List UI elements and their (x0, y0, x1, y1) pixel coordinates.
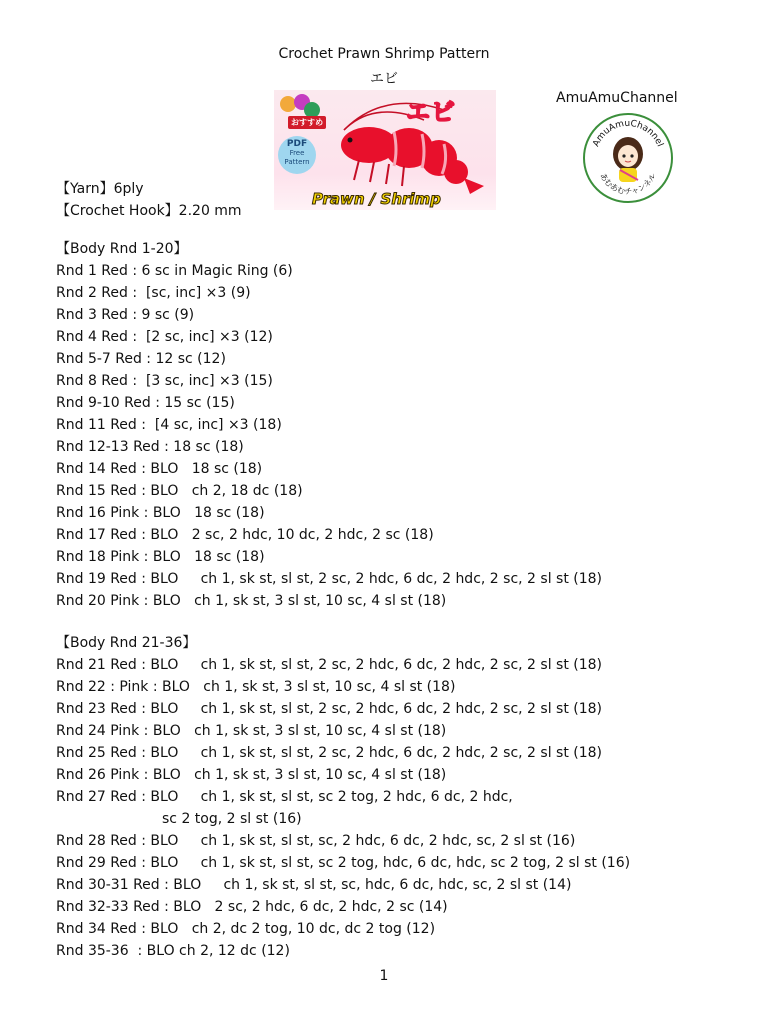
round-row: Rnd 25 Red : BLO ch 1, sk st, sl st, 2 sc, 2 hdc, 6 dc, 2 hdc, 2 sc, 2 sl st (18) (56, 745, 603, 761)
round-list (56, 654, 630, 962)
round-row: Rnd 1 Red : 6 sc in Magic Ring (6) (56, 263, 293, 279)
round-row: Rnd 21 Red : BLO ch 1, sk st, sl st, 2 sc, 2 hdc, 6 dc, 2 hdc, 2 sc, 2 sl st (18) (56, 657, 603, 673)
round-row: Rnd 34 Red : BLO ch 2, dc 2 tog, 10 dc, dc 2 tog (12) (56, 921, 436, 937)
round-row: Rnd 17 Red : BLO 2 sc, 2 hdc, 10 dc, 2 hdc, 2 sc (18) (56, 527, 434, 543)
round-row: Rnd 11 Red : [4 sc, inc] ×3 (18) (56, 417, 282, 433)
round-row-continuation: sc 2 tog, 2 sl st (16) (162, 811, 302, 827)
round-row: Rnd 23 Red : BLO ch 1, sk st, sl st, 2 sc, 2 hdc, 6 dc, 2 hdc, 2 sc, 2 sl st (18) (56, 701, 603, 717)
round-row: Rnd 12-13 Red : 18 sc (18) (56, 439, 244, 455)
section-heading: 【Body Rnd 1-20】 (56, 241, 188, 257)
round-row: Rnd 5-7 Red : 12 sc (12) (56, 351, 226, 367)
round-list (56, 260, 602, 612)
pdf-badge-sub: Free Pattern (284, 149, 310, 166)
round-row: Rnd 14 Red : BLO 18 sc (18) (56, 461, 263, 477)
round-row: Rnd 35-36 : BLO ch 2, 12 dc (12) (56, 943, 290, 959)
round-row: Rnd 22 : Pink : BLO ch 1, sk st, 3 sl st, 10 sc, 4 sl st (18) (56, 679, 456, 695)
recommend-tag: おすすめ (288, 116, 326, 129)
round-row: Rnd 32-33 Red : BLO 2 sc, 2 hdc, 6 dc, 2 hdc, 2 sc (14) (56, 899, 448, 915)
pattern-banner-image (274, 90, 496, 210)
round-row: Rnd 30-31 Red : BLO ch 1, sk st, sl st, sc, hdc, 6 dc, hdc, sc, 2 sl st (14) (56, 877, 572, 893)
section-heading: 【Body Rnd 21-36】 (56, 635, 197, 651)
logo-text-top: AmuAmuChannel (591, 118, 665, 149)
page-subtitle: エビ (370, 71, 398, 87)
round-row: Rnd 9-10 Red : 15 sc (15) (56, 395, 235, 411)
round-row: Rnd 8 Red : [3 sc, inc] ×3 (15) (56, 373, 273, 389)
round-row: Rnd 24 Pink : BLO ch 1, sk st, 3 sl st, 10 sc, 4 sl st (18) (56, 723, 447, 739)
round-row: Rnd 3 Red : 9 sc (9) (56, 307, 195, 323)
round-row: Rnd 20 Pink : BLO ch 1, sk st, 3 sl st, 10 sc, 4 sl st (18) (56, 593, 447, 609)
channel-logo (582, 112, 674, 204)
round-row: Rnd 15 Red : BLO ch 2, 18 dc (18) (56, 483, 303, 499)
round-row: Rnd 4 Red : [2 sc, inc] ×3 (12) (56, 329, 273, 345)
banner-title-en: Prawn / Shrimp (312, 190, 441, 208)
round-row: Rnd 26 Pink : BLO ch 1, sk st, 3 sl st, 10 sc, 4 sl st (18) (56, 767, 447, 783)
yarn-info: 【Yarn】6ply (56, 181, 144, 197)
page-number: 1 (379, 968, 389, 984)
hook-info: 【Crochet Hook】2.20 mm (56, 203, 242, 219)
round-row: Rnd 19 Red : BLO ch 1, sk st, sl st, 2 sc, 2 hdc, 6 dc, 2 hdc, 2 sc, 2 sl st (18) (56, 571, 603, 587)
round-row: Rnd 2 Red : [sc, inc] ×3 (9) (56, 285, 251, 301)
channel-name: AmuAmuChannel (556, 90, 678, 106)
round-row: Rnd 18 Pink : BLO 18 sc (18) (56, 549, 265, 565)
pdf-badge-label: PDF (286, 139, 308, 149)
logo-text-bottom: あむあむチャンネル (598, 171, 658, 197)
banner-title-jp: エビ (406, 98, 456, 126)
page-title: Crochet Prawn Shrimp Pattern (278, 46, 490, 62)
round-row: Rnd 28 Red : BLO ch 1, sk st, sl st, sc, 2 hdc, 6 dc, 2 hdc, sc, 2 sl st (16) (56, 833, 576, 849)
round-row: Rnd 27 Red : BLO ch 1, sk st, sl st, sc 2 tog, 2 hdc, 6 dc, 2 hdc, (56, 789, 513, 805)
round-row: Rnd 16 Pink : BLO 18 sc (18) (56, 505, 265, 521)
round-row: Rnd 29 Red : BLO ch 1, sk st, sl st, sc 2 tog, hdc, 6 dc, hdc, sc 2 tog, 2 sl st (16) (56, 855, 631, 871)
